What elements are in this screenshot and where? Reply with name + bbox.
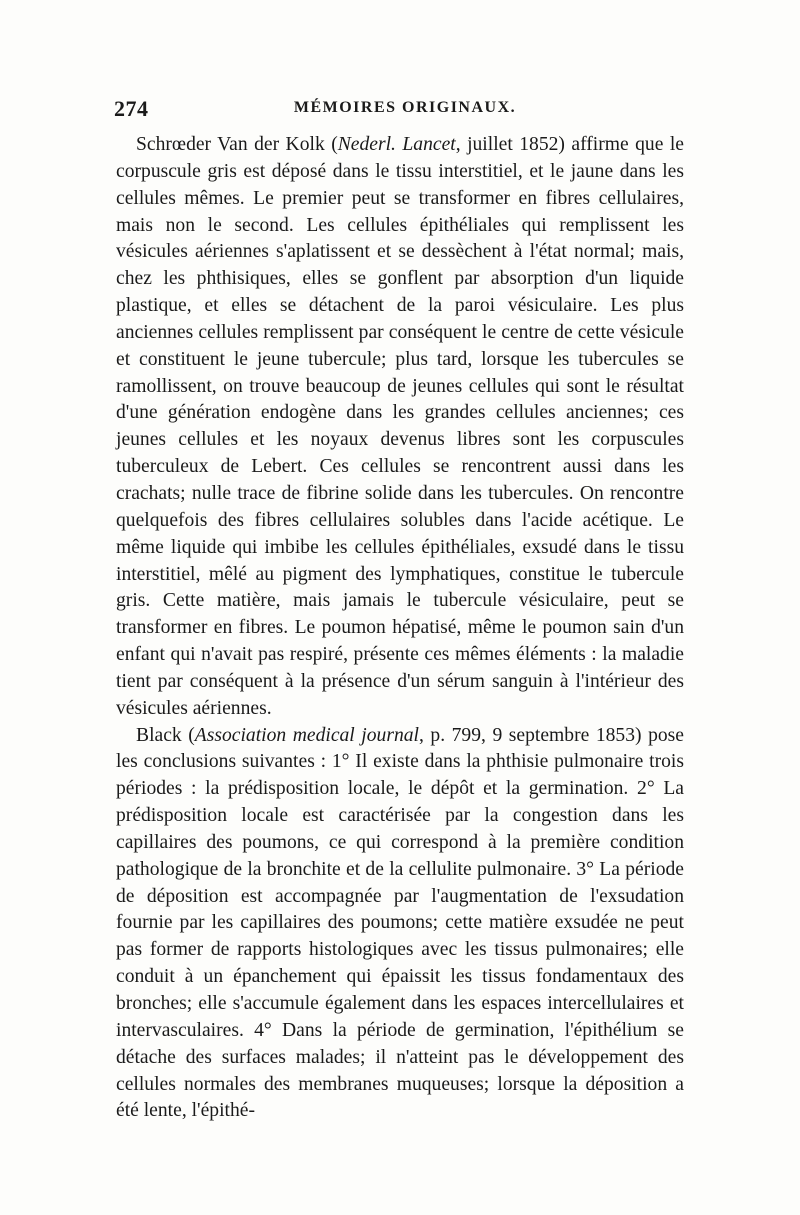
body-text bbox=[116, 132, 684, 1125]
page-number: 274 bbox=[114, 96, 149, 121]
text-segment: Black ( bbox=[136, 724, 195, 746]
citation-title: Nederl. Lancet bbox=[337, 134, 456, 155]
text-segment: , juillet 1852) affirme que le corpuscule gris est déposé dans le tissu interstitiel, et le jaune dans les cellules mêmes. Le premier peut se transformer en fibres cellulaires, mais non le second. Les cellules épithéliales qui remplissent les vésicules aériennes s'aplatissent et se dessèchent à l'état normal; mais, chez les phthisiques, elles se gonflent par absorption d'un liquide plastique, et elles se détachent de la paroi vésiculaire. Les plus anciennes cellules remplissent par conséquent le centre de cette vésicule et constituent le jeune tubercule; plus tard, lorsque les tubercules se ramollissent, on trouve beaucoup de jeunes cellules qui sont le résultat d'une génération endogène dans les grandes cellules anciennes; ces jeunes cellules et les noyaux devenus libres sont les corpuscules tuberculeux de Lebert. Ces cellules se rencontrent aussi dans les crachats; nulle trace de fibrine solide dans les tubercules. On rencontre quelquefois des fibres cellulaires solubles dans l'acide acétique. Le même liquide qui imbibe les cellules épithéliales, exsudé dans le tissu interstitiel, mêlé au pigment des lymphatiques, constitue le tubercule gris. Cette matière, mais jamais le tubercule vésiculaire, peut se transformer en fibres. Le poumon hépatisé, même le poumon sain d'un enfant qui n'avait pas respiré, présente ces mêmes éléments : la maladie tient par conséquent à la présence d'un sérum sanguin à l'intérieur des vésicules aériennes. bbox=[116, 134, 684, 719]
running-title: MÉMOIRES ORIGINAUX. bbox=[293, 99, 517, 116]
text-segment: , p. 799, 9 septembre 1853) pose les conclusions suivantes : 1° Il existe dans la phthisie pulmonaire trois périodes : la prédisposition locale, le dépôt et la germination. 2° La prédisposition locale est caractérisée par la congestion dans les capillaires des poumons, ce qui correspond à la première condition pathologique de la bronchite et de la cellulite pulmonaire. 3° La période de déposition est accompagnée par l'augmentation de l'exsudation fournie par les capillaires des poumons; cette matière exsudée ne peut pas former de rapports histologiques avec les tissus pulmonaires; elle conduit à un épanchement qui épaissit les tissus fondamentaux des bronches; elle s'accumule également dans les espaces intercellulaires et intervasculaires. 4° Dans la période de germination, l'épithélium se détache des surfaces malades; il n'atteint pas le développement des cellules normales des membranes muqueuses; lorsque la déposition a été lente, l'épithé- bbox=[116, 724, 684, 1122]
paragraph-schroeder bbox=[116, 132, 684, 723]
page-header bbox=[114, 96, 696, 130]
paragraph-black bbox=[116, 723, 684, 1126]
citation-title: Association medical journal bbox=[194, 724, 419, 746]
text-segment: Schrœder Van der Kolk ( bbox=[136, 134, 338, 155]
